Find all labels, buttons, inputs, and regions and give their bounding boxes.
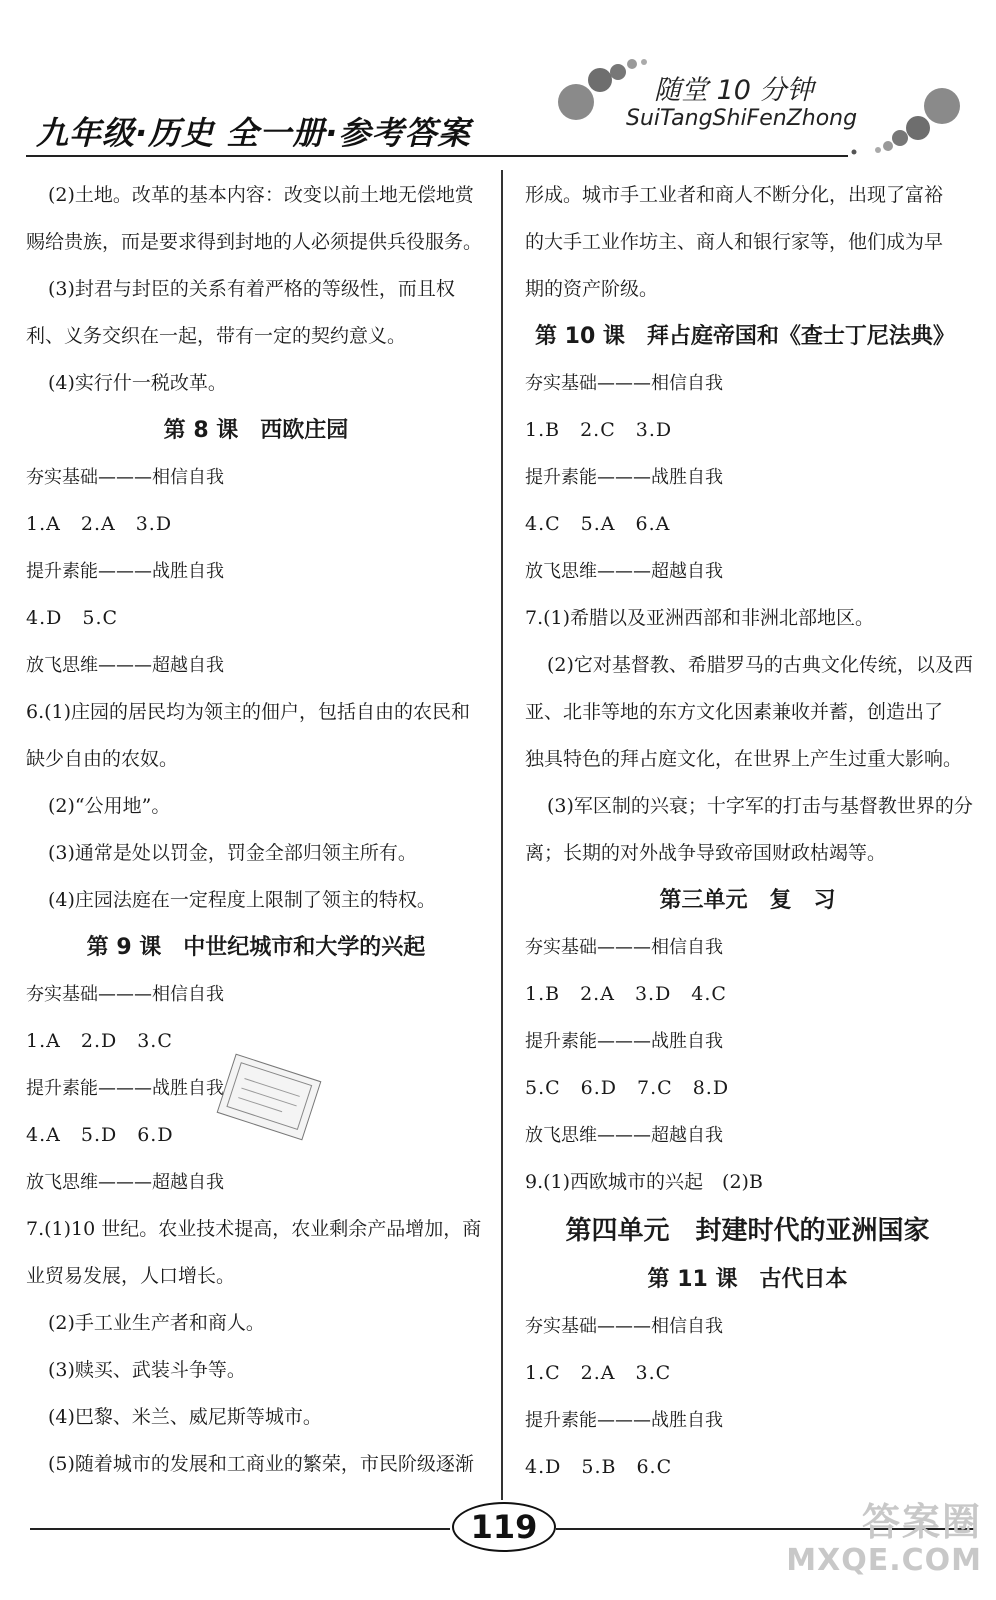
answer-line: 7.(1)10 世纪。农业技术提高，农业剩余产品增加，商 [26,1218,482,1240]
answer-line: (3)封君与封臣的关系有着严格的等级性，而且权 [48,278,455,300]
section-label: 放飞思维———超越自我 [26,655,224,676]
answer-key: 4.D 5.B 6.C [525,1456,673,1478]
answer-line: 离；长期的对外战争导致帝国财政枯竭等。 [525,842,887,864]
lesson-heading: 第 9 课 中世纪城市和大学的兴起 [86,935,426,960]
answer-line: 7.(1)希腊以及亚洲西部和非洲北部地区。 [525,607,875,629]
answer-line: 期的资产阶级。 [525,278,659,300]
answer-key: 1.C 2.A 3.C [525,1362,672,1384]
answer-line: (2)土地。改革的基本内容：改变以前土地无偿地赏 [48,184,474,206]
answer-line: (4)实行什一税改革。 [48,372,227,394]
section-label: 夯实基础———相信自我 [525,937,723,958]
brand-en: SuiTangShiFenZhong [626,106,858,131]
answer-line: (2)“公用地”。 [48,795,171,817]
section-label: 提升素能———战胜自我 [525,1031,723,1052]
answer-line: (4)巴黎、米兰、威尼斯等城市。 [48,1406,322,1428]
section-label: 提升素能———战胜自我 [26,1078,224,1099]
answer-line: (5)随着城市的发展和工商业的繁荣，市民阶级逐渐 [48,1453,474,1475]
section-label: 夯实基础———相信自我 [525,373,723,394]
unit-heading: 第四单元 封建时代的亚洲国家 [565,1216,930,1246]
watermark-cn: 答案圈 [861,1500,982,1544]
answer-key: 4.D 5.C [26,607,119,629]
section-label: 放飞思维———超越自我 [26,1172,224,1193]
section-label: 夯实基础———相信自我 [26,984,224,1005]
answer-line: 利、义务交织在一起，带有一定的契约意义。 [26,325,407,347]
footer-rule-left [30,1528,450,1530]
section-label: 夯实基础———相信自我 [26,467,224,488]
answer-line: 形成。城市手工业者和商人不断分化，出现了富裕 [525,184,944,206]
left-column [26,172,486,1488]
watermark-en: MXQE.COM [786,1543,982,1578]
watermark [786,1500,982,1578]
page-number: 119 [452,1502,556,1552]
lesson-heading: 第 11 课 古代日本 [647,1267,848,1292]
answer-line: (2)它对基督教、希腊罗马的古典文化传统，以及西 [547,654,973,676]
answer-line: (4)庄园法庭在一定程度上限制了领主的特权。 [48,889,436,911]
brand-cn: 随堂 10 分钟 [654,75,814,106]
answer-key: 5.C 6.D 7.C 8.D [525,1077,730,1099]
section-label: 夯实基础———相信自我 [525,1316,723,1337]
answer-line: 缺少自由的农奴。 [26,748,179,770]
answer-line: (3)赎买、武装斗争等。 [48,1359,246,1381]
answer-key: 4.A 5.D 6.D [26,1124,174,1146]
answer-key: 1.A 2.A 3.D [26,513,173,535]
answer-line: (3)通常是处以罚金，罚金全部归领主所有。 [48,842,417,864]
answer-line: 的大手工业作坊主、商人和银行家等，他们成为早 [525,231,944,253]
answer-line: 业贸易发展，人口增长。 [26,1265,236,1287]
lesson-heading: 第 8 课 西欧庄园 [163,418,349,443]
answer-line: (3)军区制的兴衰；十字军的打击与基督教世界的分 [547,795,973,817]
page-title: 九年级·历史 全一册·参考答案 [36,114,471,152]
answer-line: 9.(1)西欧城市的兴起 (2)B [525,1171,763,1193]
right-column [525,172,973,1491]
section-label: 提升素能———战胜自我 [525,467,723,488]
section-label: 放飞思维———超越自我 [525,1125,723,1146]
answer-line: (2)手工业生产者和商人。 [48,1312,265,1334]
section-label: 提升素能———战胜自我 [26,561,224,582]
answer-line: 亚、北非等地的东方文化因素兼收并蓄，创造出了 [525,701,944,723]
answer-line: 赐给贵族，而是要求得到封地的人必须提供兵役服务。 [26,231,483,253]
lesson-heading: 第三单元 复 习 [659,888,836,913]
answer-key: 1.B 2.A 3.D 4.C [525,983,727,1005]
answer-line: 独具特色的拜占庭文化，在世界上产生过重大影响。 [525,748,963,770]
section-label: 放飞思维———超越自我 [525,561,723,582]
answer-line: 6.(1)庄园的居民均为领主的佃户，包括自由的农民和 [26,701,471,723]
answer-key: 4.C 5.A 6.A [525,513,671,535]
lesson-heading: 第 10 课 拜占庭帝国和《查士丁尼法典》 [535,324,955,349]
column-divider [501,170,503,1500]
section-label: 提升素能———战胜自我 [525,1410,723,1431]
answer-key: 1.B 2.C 3.D [525,419,673,441]
answer-key: 1.A 2.D 3.C [26,1030,173,1052]
